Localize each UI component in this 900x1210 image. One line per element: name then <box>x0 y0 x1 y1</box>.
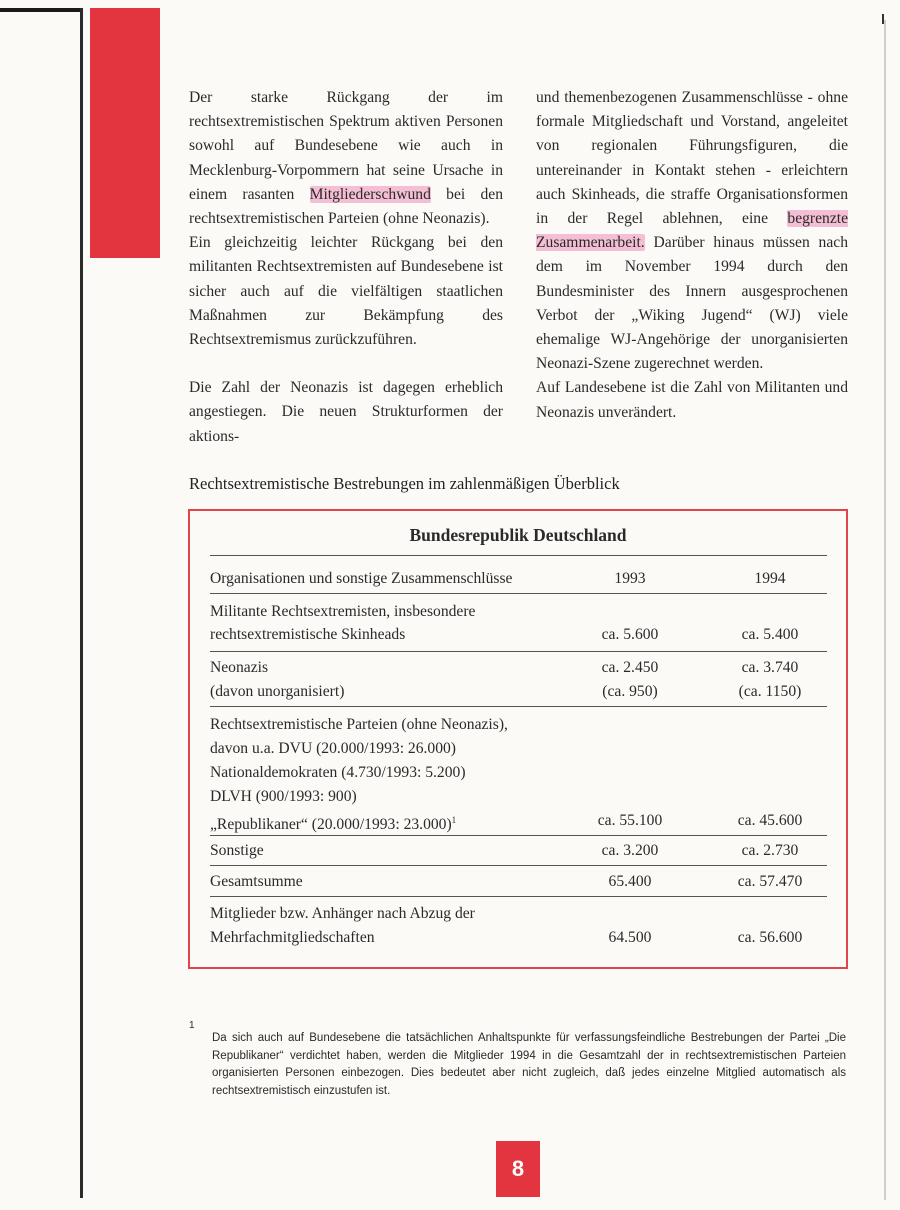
table-divider <box>210 896 827 897</box>
row-value-1993-sub: (ca. 950) <box>602 683 658 700</box>
header-year-1993: 1993 <box>614 570 646 587</box>
row-value-1993: ca. 3.200 <box>601 842 659 859</box>
row-value-1994-sub: (ca. 1150) <box>738 683 802 700</box>
highlighted-text-zusammenarbeit: begrenzte Zusammenarbeit. <box>536 210 848 252</box>
row-value-1994: ca. 5.400 <box>741 626 799 643</box>
row-value-1994: ca. 57.470 <box>737 873 803 890</box>
row-value-1994: ca. 3.740 <box>741 659 799 676</box>
row-value-1994: ca. 45.600 <box>737 812 803 829</box>
row-value-1993: ca. 5.600 <box>601 626 659 643</box>
statistics-table <box>188 509 848 969</box>
row-label-line: davon u.a. DVU (20.000/1993: 26.000) <box>210 740 457 757</box>
row-label-line: Gesamtsumme <box>210 873 303 890</box>
row-label-line: Militante Rechtsextremisten, insbesondere <box>210 603 476 620</box>
red-accent-band <box>90 8 160 258</box>
row-value-1993: ca. 2.450 <box>601 659 659 676</box>
row-label-line: rechtsextremistische Skinheads <box>210 626 406 643</box>
right-paragraph-1 <box>536 86 848 376</box>
left-paragraph-2: Ein gleichzeitig leichter Rückgang bei den militanten Rechtsextremisten auf Bundesebene ist sicher auch auf die vielfältigen staatlichen Maßnahmen zur Bekämpfung des Rechtsextremismus zurückzuführen. <box>189 234 503 349</box>
highlighted-text-mitgliederschwund: Mitgliederschwund <box>309 185 431 203</box>
table-divider <box>210 593 827 594</box>
header-year-1994: 1994 <box>754 570 786 587</box>
header-label: Organisationen und sonstige Zusammenschlüsse <box>210 570 513 587</box>
row-label-line: Neonazis <box>210 659 269 676</box>
row-label-line: DLVH (900/1993: 900) <box>210 788 357 805</box>
row-label-line: Sonstige <box>210 842 264 859</box>
row-label-line: Nationaldemokraten (4.730/1993: 5.200) <box>210 764 466 781</box>
row-value-1994: ca. 56.600 <box>737 929 803 946</box>
right-p1-text-b: Darüber hinaus müssen nach dem im November 1994 durch den Bundesminister des Innern ausgesprochenen Verbot der „Wiking Jugend“ (WJ) viele ehemalige WJ-Angehörige der unorganisierten Neonazi-Szene zugerechnet werden. <box>536 234 848 373</box>
row-label-line: Rechtsextremistische Parteien (ohne Neonazis), <box>210 716 508 733</box>
row-label-line: Mitglieder bzw. Anhänger nach Abzug der <box>210 905 475 922</box>
row-value-1993: ca. 55.100 <box>597 812 663 829</box>
corner-mark <box>882 14 884 24</box>
right-p1-text-a: und themenbezogenen Zusammenschlüsse - ohne formale Mitgliedschaft und Vorstand, angeleitet von regionalen Führungsfiguren, die untereinander in Kontakt stehen - erleichtern auch Skinheads, die straffe Organisationsformen in der Regel ablehnen, eine <box>536 89 848 228</box>
table-divider <box>210 651 827 652</box>
table-divider <box>210 835 827 836</box>
left-p1-text-a: Der starke Rückgang der im rechtsextremistischen Spektrum aktiven Personen sowohl auf Bundesebene wie auch in Mecklenburg-Vorpommern hat seine Ursache in einem rasanten <box>189 89 503 203</box>
left-paragraph-1 <box>189 86 503 231</box>
right-paragraph-2: Auf Landesebene ist die Zahl von Militanten und Neonazis unverändert. <box>536 379 848 421</box>
left-text-column <box>189 86 503 449</box>
left-p1-text-b: bei den rechtsextremistischen Parteien (ohne Neonazis). <box>189 185 503 228</box>
left-paragraph-3: Die Zahl der Neonazis ist dagegen erheblich angestiegen. Die neuen Strukturformen der aktions- <box>189 379 503 445</box>
row-value-1993: 65.400 <box>608 873 652 890</box>
table-divider <box>210 865 827 866</box>
table-divider <box>210 555 827 556</box>
table-divider <box>210 706 827 707</box>
row-label-line: Mehrfachmitgliedschaften <box>210 929 375 946</box>
table-heading: Rechtsextremistische Bestrebungen im zahlenmäßigen Überblick <box>189 474 620 493</box>
table-title: Bundesrepublik Deutschland <box>409 525 627 545</box>
scan-edge-top <box>0 8 82 12</box>
page-right-edge <box>884 20 886 1200</box>
page-number: 8 <box>496 1141 540 1197</box>
footnote-text: Da sich auch auf Bundesebene die tatsächlichen Anhaltspunkte für verfassungsfeindliche Bestrebungen der Partei „Die Republikaner“ verdichtet haben, werden die Mitglieder 1994 in die Gesamtzahl der in rechtsextremistischen Parteien organisierten Personen einbezogen. Dies bedeutet aber nicht zugleich, daß jedes einzelne Mitglied automatisch als rechtsextremistisch einzustufen ist. <box>212 1032 846 1097</box>
row-label-line <box>210 809 550 836</box>
right-text-column <box>536 86 848 425</box>
footnote-reference: 1 <box>451 815 457 825</box>
row-value-1993: 64.500 <box>608 929 652 946</box>
scan-edge-left <box>80 8 83 1198</box>
footnote-mark: 1 <box>189 1020 195 1031</box>
row-label-line: (davon unorganisiert) <box>210 683 345 700</box>
republikaner-label: „Republikaner“ (20.000/1993: 23.000) <box>210 816 452 834</box>
row-value-1994: ca. 2.730 <box>741 842 799 859</box>
